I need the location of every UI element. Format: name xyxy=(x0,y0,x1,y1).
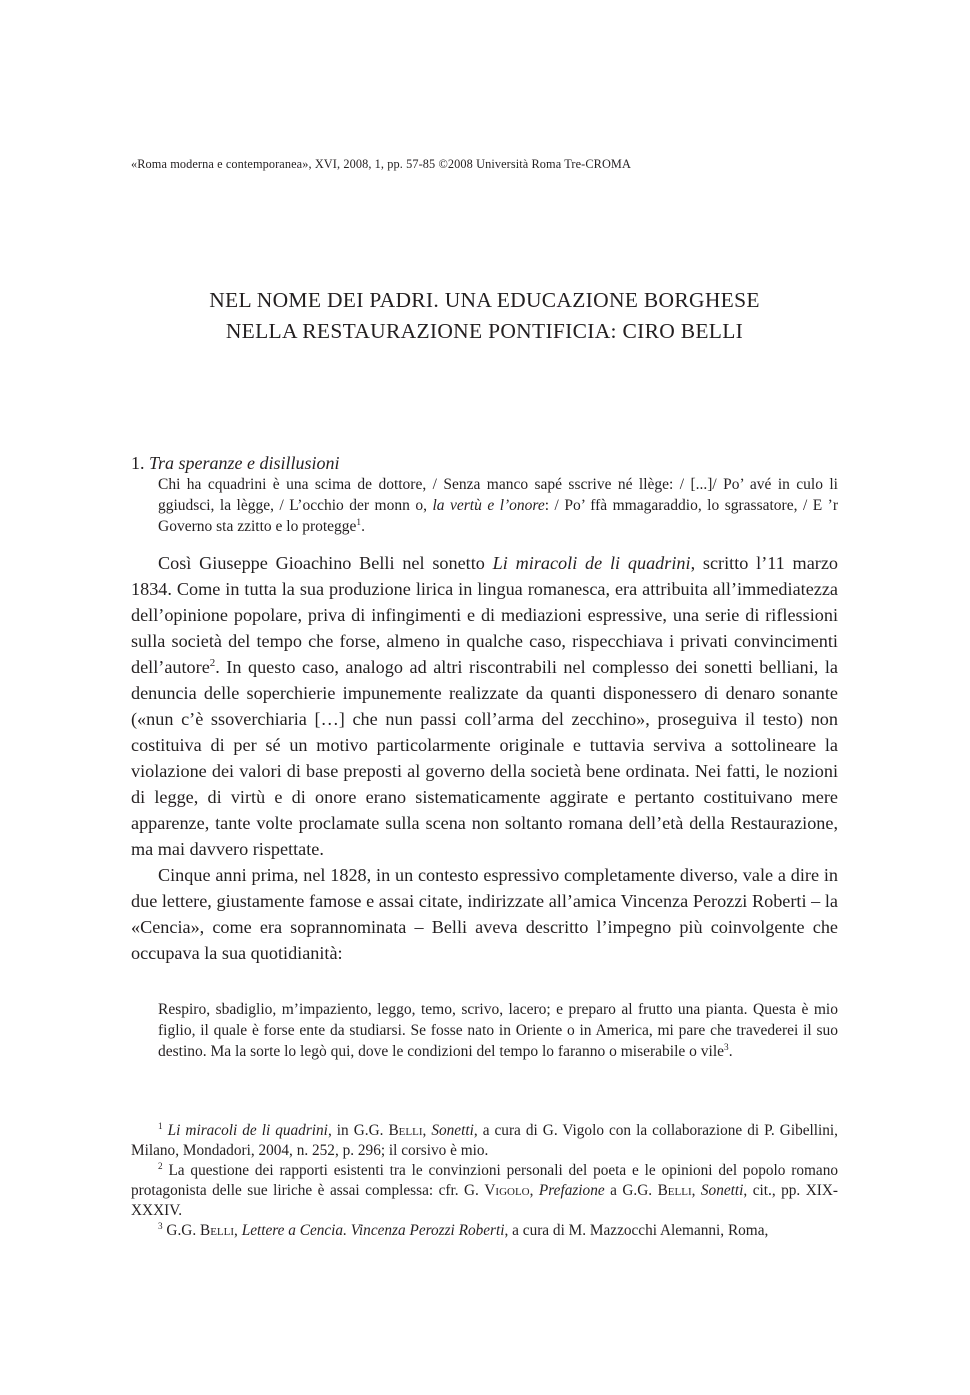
italic-title: Sonetti xyxy=(700,1182,744,1199)
quote-end: . xyxy=(728,1043,733,1061)
footnote-text: , xyxy=(234,1222,242,1239)
block-quote xyxy=(158,999,838,1063)
footnote-text: , a cura di M. Mazzocchi Alemanni, Roma, xyxy=(504,1222,769,1239)
footnote-text: , in G.G. xyxy=(327,1122,389,1139)
italic-title: Prefazione xyxy=(538,1182,605,1199)
epigraph-text: : / Po’ ffà mmagaraddio, lo sgrassatore, / E ’r Governo sta zzitto e lo protegge xyxy=(158,497,839,536)
sonnet-title: Li miracoli de li quadrini xyxy=(492,553,691,573)
footnote-2 xyxy=(131,1161,838,1221)
italic-title: Sonetti xyxy=(431,1122,474,1139)
author-name: Belli xyxy=(200,1222,235,1239)
article-title xyxy=(131,285,838,347)
footnote-number: 1 xyxy=(158,1120,163,1131)
italic-title: Li miracoli de li quadrini xyxy=(167,1122,328,1139)
author-name: Vigolo xyxy=(484,1182,530,1199)
section-heading xyxy=(131,453,340,474)
title-line-1: NEL NOME DEI PADRI. UNA EDUCAZIONE BORGHESE xyxy=(209,288,760,312)
paragraph-text: , scritto l’11 marzo 1834. Come in tutta la sua produzione lirica in lingua romanesca, era attribuita all’immediatezza dell’opinione popolare, priva di infingimenti e di mediazioni espressive, una serie di riflessioni sulla società del tempo che forse, almeno in qualche caso, rispecchiava i privati convincimenti dell’autore xyxy=(131,553,838,677)
section-number: 1. xyxy=(131,453,145,473)
footnote-1 xyxy=(131,1121,838,1161)
footnote-text: , xyxy=(529,1182,539,1199)
footnote-text: , xyxy=(691,1182,701,1199)
footnote-text: La questione dei rapporti esistenti tra le convinzioni personali del poeta e le opinioni del popolo romano protagonista delle sue liriche è assai complessa: cfr. G. xyxy=(131,1162,839,1199)
section-title: Tra speranze e disillusioni xyxy=(149,453,340,473)
footnote-text: , a cura di G. Vigolo con la collaborazione di P. Gibellini, Milano, Mondadori, 2004, n. 252, p. 296; il corsivo è mio. xyxy=(131,1122,838,1159)
title-line-2: NELLA RESTAURAZIONE PONTIFICIA: CIRO BELLI xyxy=(225,319,744,343)
footnote-ref[interactable]: 3 xyxy=(724,1043,729,1054)
footnote-ref[interactable]: 1 xyxy=(356,518,362,529)
footnote-text: , xyxy=(422,1122,432,1139)
footnote-text: a G.G. xyxy=(604,1182,658,1199)
footnote-number: 2 xyxy=(158,1160,163,1171)
footnote-text: G.G. xyxy=(166,1222,200,1239)
footnote-ref[interactable]: 2 xyxy=(209,656,216,669)
italic-title: Lettere a Cencia. Vincenza Perozzi Roberti xyxy=(241,1222,505,1239)
epigraph-text: Chi ha cquadrini è una scima de dottore, / Senza manco sapé sscrive né llège: / [...]/ Po’ avé in culo li ggiudsci, la lègge, / L’occhio der monn o, xyxy=(158,476,838,515)
paragraph-text: . In questo caso, analogo ad altri riscontrabili nel complesso dei sonetti belliani, la denuncia delle soperchierie impunemente realizzate da quanti disponessero di denaro sonante («nun c’è ssoverchiaria […] che nun passi coll’arma del zecchino», proseguiva il testo) non costituiva di per sé un motivo particolarmente originale e tuttavia serviva a sottolineare la violazione dei valori di base preposti al governo della società bene ordinata. Nei fatti, le nozioni di legge, di virtù e di onore erano sistematicamente aggirate e pertanto costituivano mere apparenze, tante volte proclamate sulla scena non soltanto romana dell’età della Restaurazione, ma mai davvero rispettate. xyxy=(131,657,838,859)
epigraph-italic: la vertù e l’onore xyxy=(432,497,545,515)
epigraph-end: . xyxy=(361,518,365,536)
footnotes xyxy=(131,1121,838,1241)
footnote-text: , cit., pp. XIX-XXXIV. xyxy=(131,1182,838,1219)
author-name: Belli xyxy=(657,1182,692,1199)
paragraph-text: Così Giuseppe Gioachino Belli nel sonetto xyxy=(158,553,493,573)
paragraph xyxy=(131,550,838,862)
body-text xyxy=(131,550,838,966)
epigraph xyxy=(158,474,838,538)
quote-text: Respiro, sbadiglio, m’impaziento, leggo, temo, scrivo, lacero; e preparo al frutto una pianta. Questa è mio figlio, il quale è forse ente da studiarsi. Se fosse nato in Oriente o in America, mi pare che travederei il suo destino. Ma la sorte lo legò qui, dove le condizioni del tempo lo faranno o miserabile o vile xyxy=(158,1001,838,1061)
footnote-number: 3 xyxy=(158,1220,163,1231)
paragraph: Cinque anni prima, nel 1828, in un contesto espressivo completamente diverso, vale a dire in due lettere, giustamente famose e assai citate, indirizzate all’amica Vincenza Perozzi Roberti – la «Cencia», come era soprannominata – Belli aveva descritto l’impegno più coinvolgente che occupava la sua quotidianità: xyxy=(131,865,838,963)
author-name: Belli xyxy=(388,1122,423,1139)
footnote-3 xyxy=(131,1221,838,1241)
journal-citation: «Roma moderna e contemporanea», XVI, 2008, 1, pp. 57-85 ©2008 Università Roma Tre-CROMA xyxy=(131,157,631,171)
